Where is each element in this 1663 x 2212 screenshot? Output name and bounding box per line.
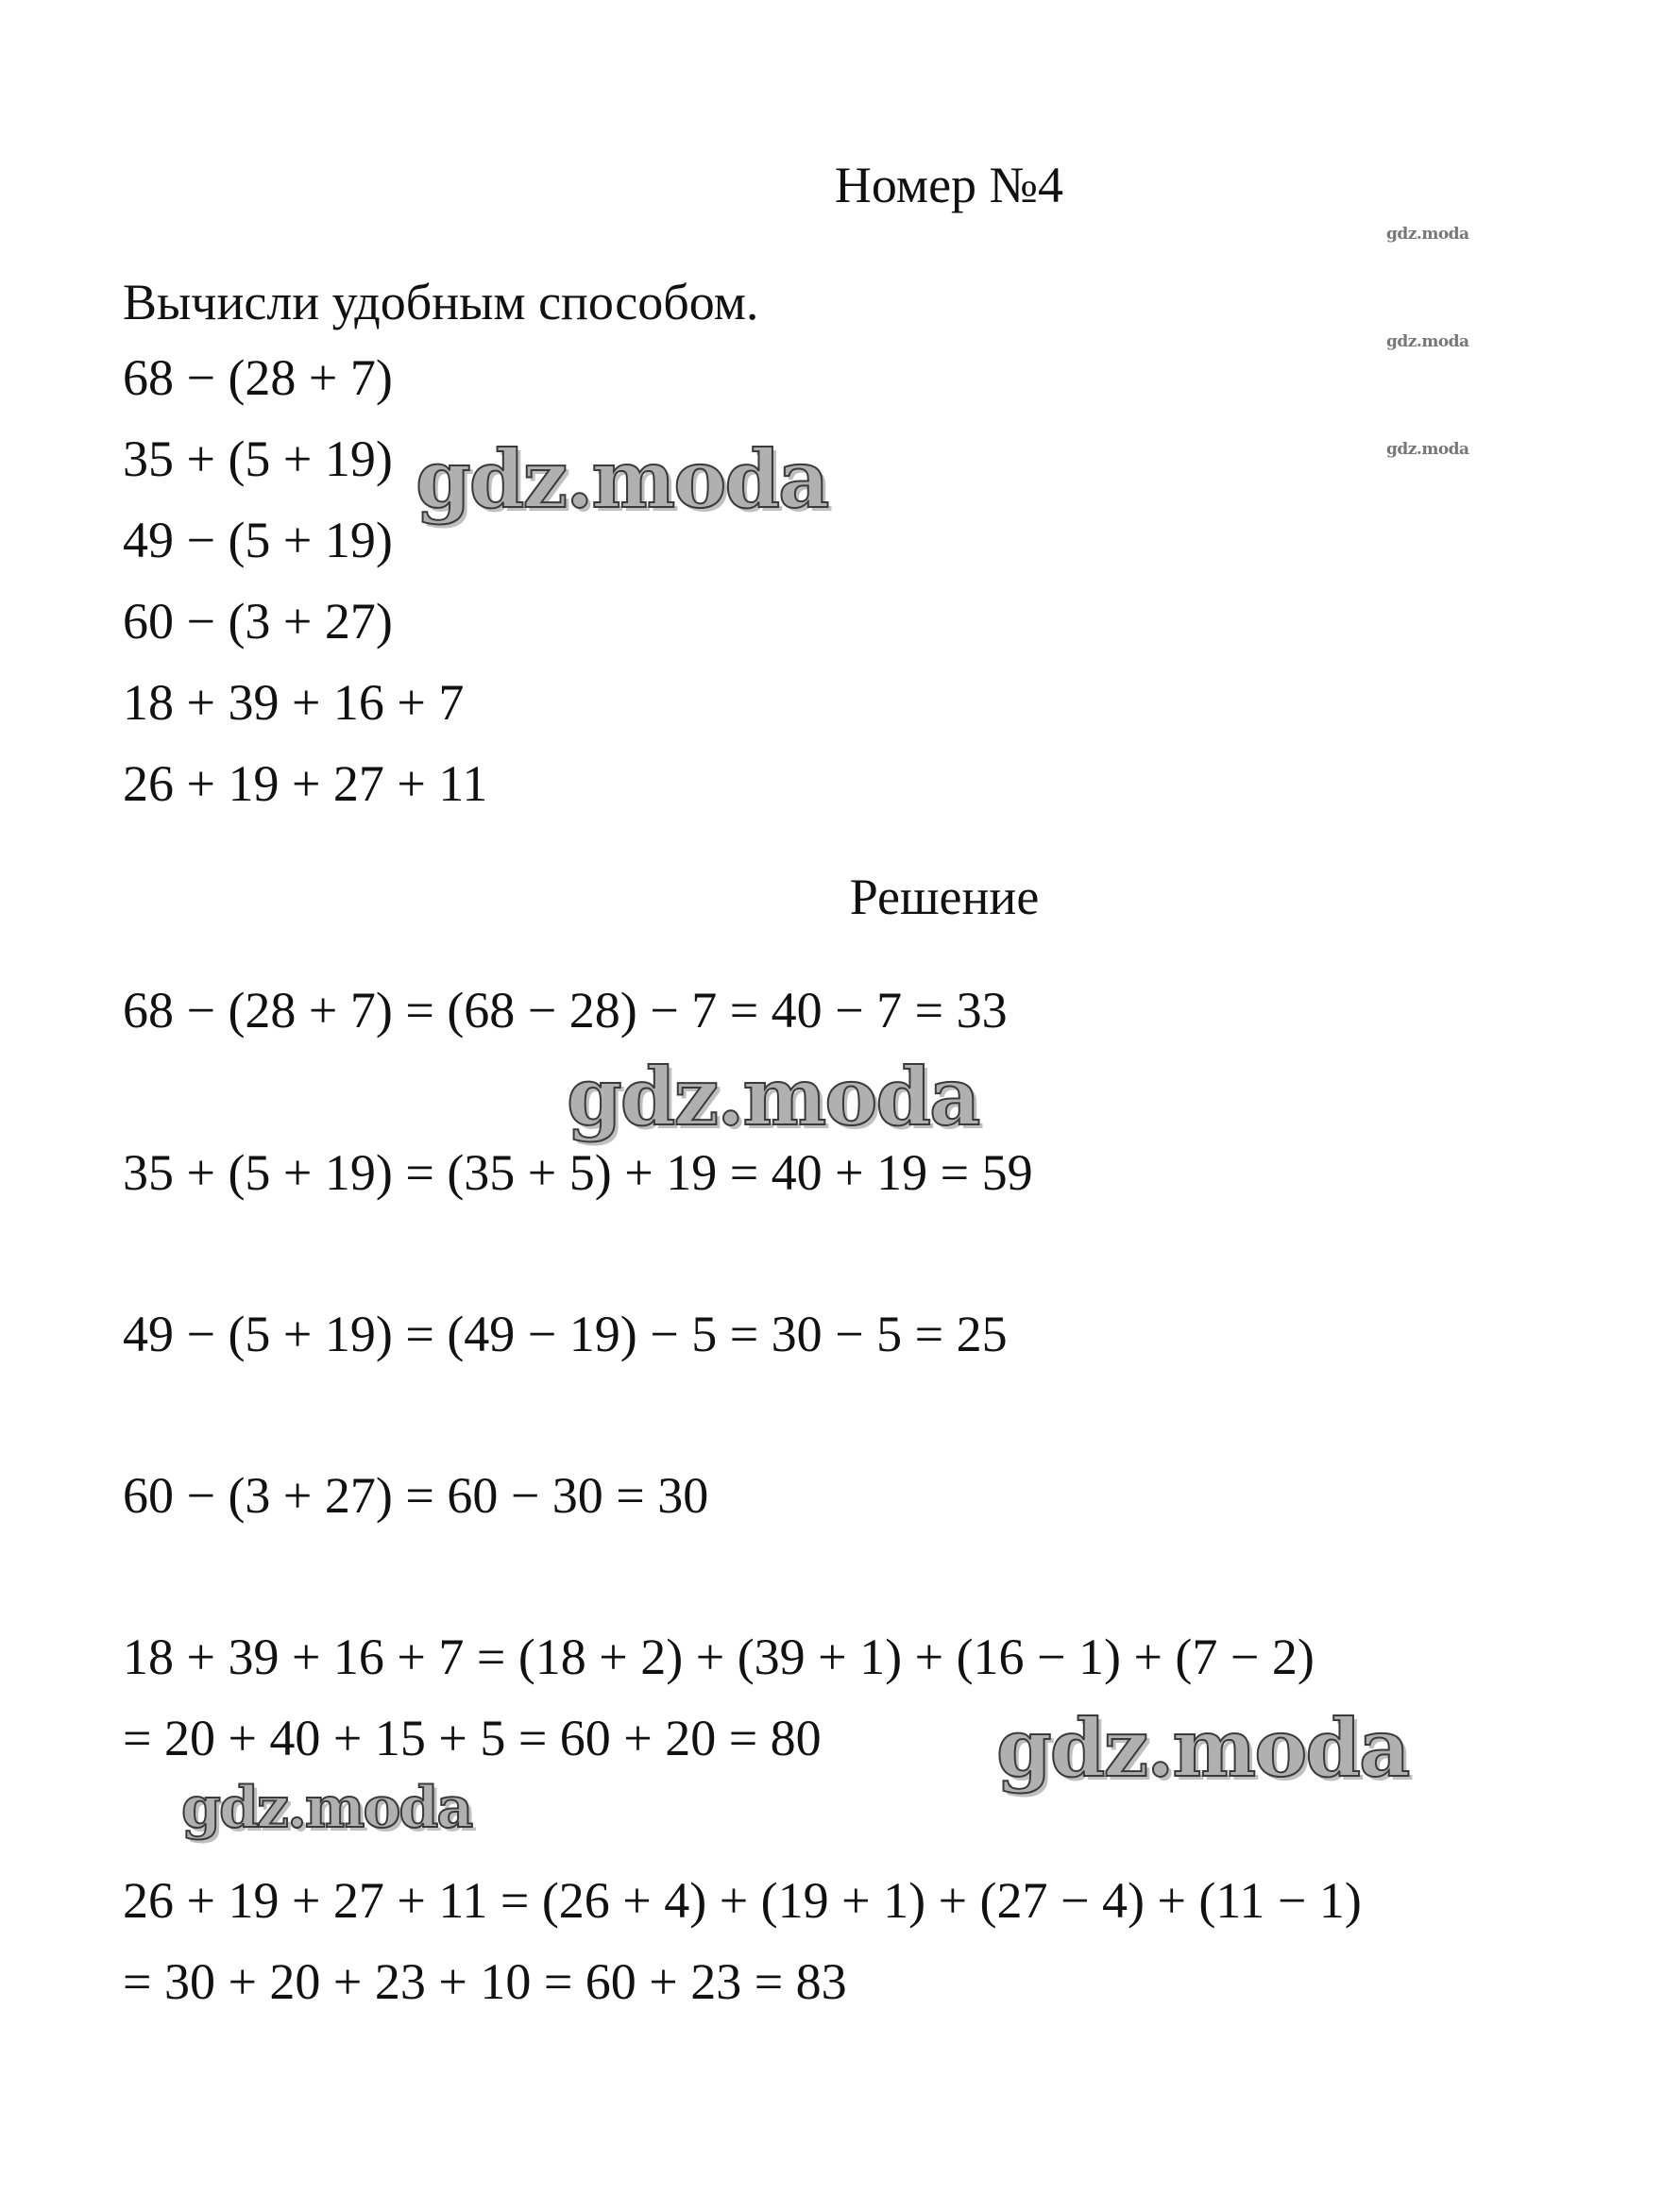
task-expression: 49 − (5 + 19) [123, 512, 393, 568]
watermark-small: gdz.moda [1386, 440, 1469, 459]
task-expression: 26 + 19 + 27 + 11 [123, 755, 488, 812]
task-instruction: Вычисли удобным способом. [123, 274, 759, 330]
solution-line: = 20 + 40 + 15 + 5 = 60 + 20 = 80 [123, 1710, 822, 1766]
solution-heading: Решение [849, 869, 1040, 925]
solution-line: 26 + 19 + 27 + 11 = (26 + 4) + (19 + 1) + (27 − 4) + (11 − 1) [123, 1872, 1362, 1929]
solution-line: 35 + (5 + 19) = (35 + 5) + 19 = 40 + 19 = 59 [123, 1144, 1033, 1201]
solution-line: 49 − (5 + 19) = (49 − 19) − 5 = 30 − 5 = 25 [123, 1306, 1008, 1362]
watermark-large: gdz.moda [567, 1050, 979, 1143]
solution-line: 18 + 39 + 16 + 7 = (18 + 2) + (39 + 1) + (16 − 1) + (7 − 2) [123, 1629, 1315, 1685]
task-expression: 18 + 39 + 16 + 7 [123, 674, 465, 731]
task-expression: 60 − (3 + 27) [123, 593, 393, 650]
solution-line: = 30 + 20 + 23 + 10 = 60 + 23 = 83 [123, 1953, 847, 2010]
watermark-small: gdz.moda [1386, 332, 1469, 351]
page-title: Номер №4 [834, 157, 1064, 213]
watermark-small: gdz.moda [1386, 225, 1469, 244]
solution-line: 60 − (3 + 27) = 60 − 30 = 30 [123, 1467, 709, 1524]
watermark-large: gdz.moda [416, 432, 828, 526]
solution-line: 68 − (28 + 7) = (68 − 28) − 7 = 40 − 7 = 33 [123, 982, 1008, 1038]
task-expression: 68 − (28 + 7) [123, 349, 393, 406]
watermark-large: gdz.moda [181, 1775, 472, 1841]
task-expression: 35 + (5 + 19) [123, 431, 393, 487]
watermark-large: gdz.moda [996, 1701, 1409, 1795]
